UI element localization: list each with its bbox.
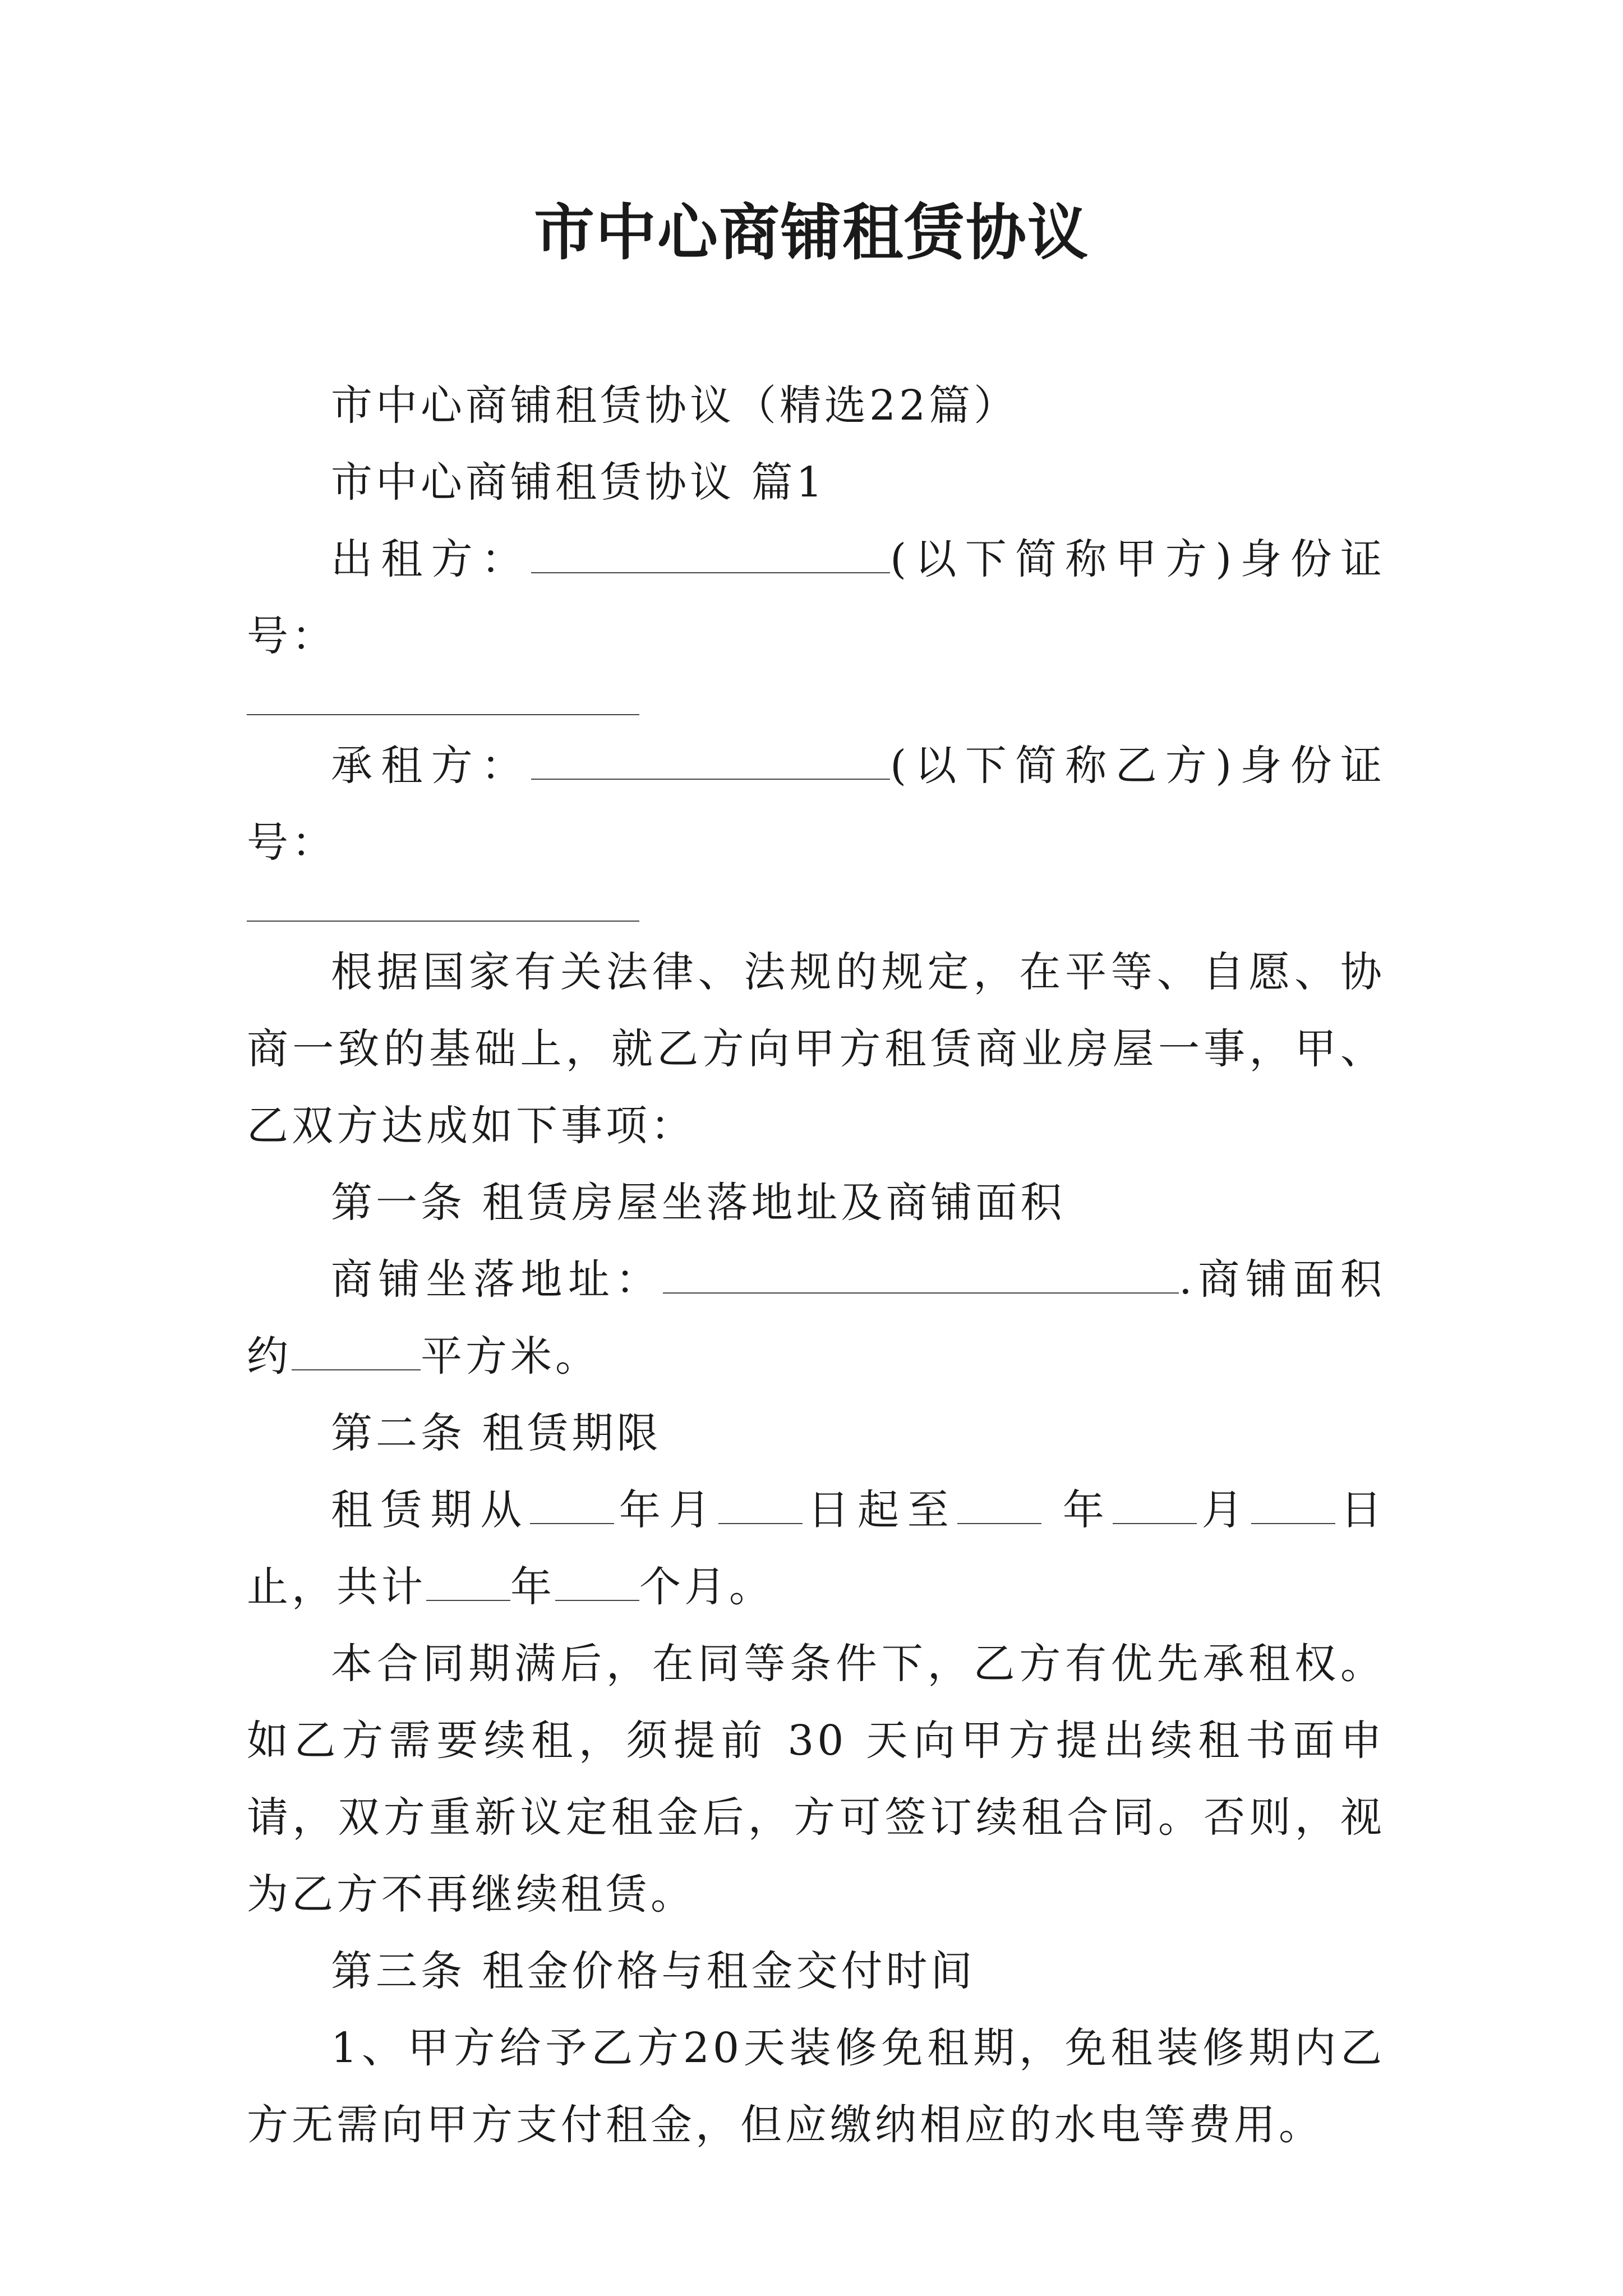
article2-heading: 第二条 租赁期限 xyxy=(331,1409,662,1457)
total-years-blank xyxy=(426,1559,510,1601)
term-text-7: 年 xyxy=(510,1563,555,1611)
document-body xyxy=(247,367,1385,2164)
term-text-8: 个月。 xyxy=(639,1563,774,1611)
lessor-name-blank xyxy=(531,532,890,573)
intro-paragraph: 根据国家有关法律、法规的规定，在平等、自愿、协商一致的基础上，就乙方向甲方租赁商业房屋一事，甲、乙双方达成如下事项： xyxy=(247,948,1385,1150)
lessee-line xyxy=(247,728,1385,881)
term-text-1: 租赁期从 xyxy=(331,1486,531,1534)
area-label: .商铺面积约 xyxy=(247,1255,1385,1381)
lease-term-line xyxy=(247,1472,1385,1626)
lessee-id-blank xyxy=(247,881,639,922)
subtitle: 市中心商铺租赁协议（精选22篇） xyxy=(331,381,1019,430)
address-blank xyxy=(663,1252,1179,1294)
document-title: 市中心商铺租赁协议 xyxy=(533,197,1089,268)
lessor-line xyxy=(247,521,1385,675)
renewal-paragraph: 本合同期满后，在同等条件下，乙方有优先承租权。如乙方需要续租，须提前 30 天向甲方提出续租书面申请，双方重新议定租金后，方可签订续租合同。否则，视为乙方不再继续租赁。 xyxy=(247,1640,1385,1918)
term-text-4: 年 xyxy=(1041,1486,1113,1534)
article3-item1: 1、甲方给予乙方20天装修免租期，免租装修期内乙方无需向甲方支付租金，但应缴纳相应的水电等费用。 xyxy=(247,2024,1385,2149)
start-day-blank xyxy=(718,1483,803,1524)
lessee-name-blank xyxy=(531,738,890,780)
section-heading: 市中心商铺租赁协议 篇1 xyxy=(331,458,826,507)
area-unit: 平方米。 xyxy=(421,1332,600,1381)
article1-heading: 第一条 租赁房屋坐落地址及商铺面积 xyxy=(331,1179,1066,1227)
address-label: 商铺坐落地址： xyxy=(331,1255,663,1304)
end-day-blank xyxy=(1251,1483,1335,1524)
article3-heading: 第三条 租金价格与租金交付时间 xyxy=(331,1947,976,1995)
lessee-suffix: (以下简称乙方)身份证号： xyxy=(247,742,1385,867)
end-month-blank xyxy=(1113,1483,1197,1524)
lessee-label: 承租方： xyxy=(331,742,532,790)
term-text-3: 日起至 xyxy=(803,1486,957,1534)
term-text-6: 日止，共计 xyxy=(247,1486,1386,1611)
lessor-id-blank xyxy=(247,675,639,715)
article1-address-line xyxy=(247,1241,1385,1395)
total-months-blank xyxy=(555,1559,639,1601)
lessor-label: 出租方： xyxy=(331,535,532,583)
end-year-blank xyxy=(957,1483,1041,1524)
start-year-blank xyxy=(530,1483,614,1524)
term-text-2: 年月 xyxy=(614,1486,719,1534)
area-blank xyxy=(292,1329,421,1370)
term-text-5: 月 xyxy=(1196,1486,1252,1534)
lessor-suffix: (以下简称甲方)身份证号： xyxy=(247,535,1385,660)
